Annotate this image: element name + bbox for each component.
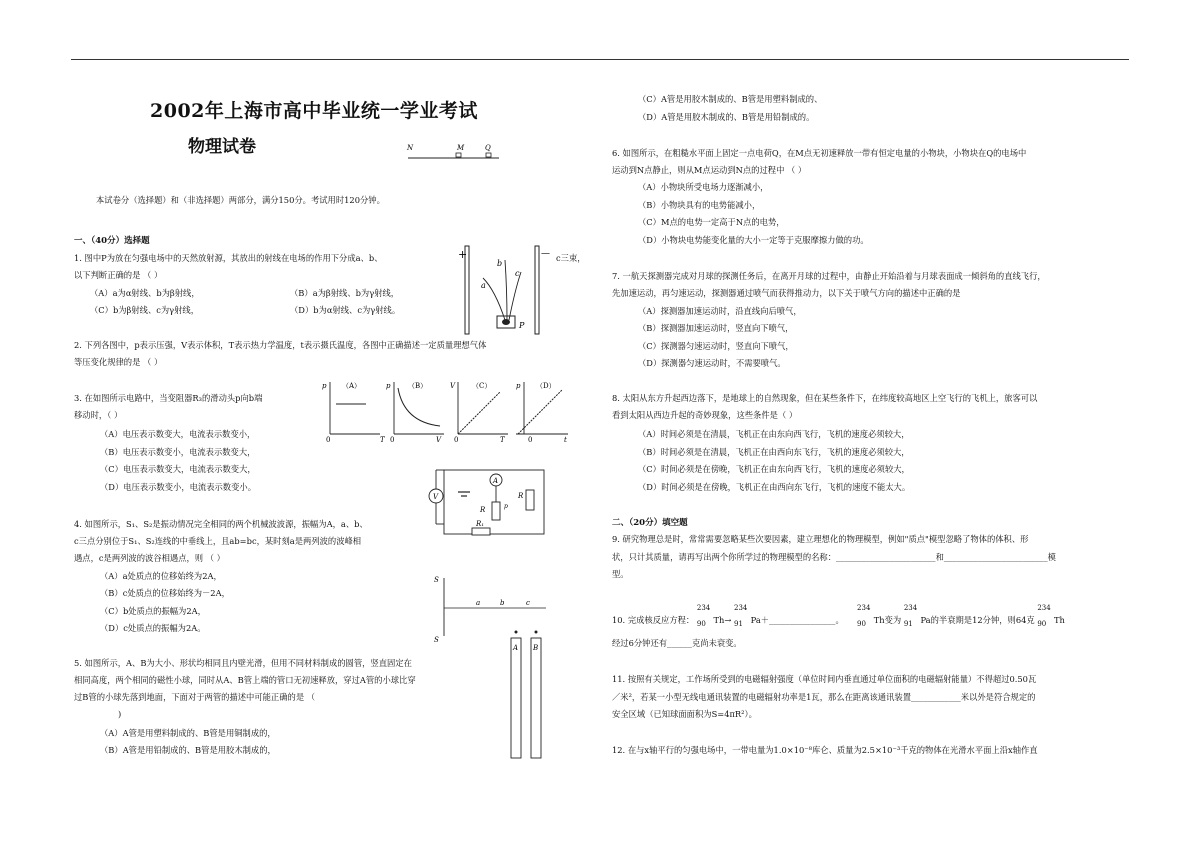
q2-d-origin: 0 [528, 436, 533, 444]
q4-line3: 遇点，c是两列波的波谷相遇点，则 （ ） [74, 553, 225, 563]
q10-line2: 经过6分钟还有______克尚未衰变。 [612, 638, 742, 648]
q6-label-q: Q [485, 144, 491, 152]
q7-option-b: （B）探测器加速运动时，竖直向下喷气， [638, 323, 794, 333]
q4-option-d: （D）c处质点的振幅为2A。 [100, 623, 206, 633]
q5-tube-a: A [513, 644, 519, 652]
q5-line4: ) [118, 709, 122, 719]
q7-option-d: （D）探测器匀速运动时，不需要喷气。 [638, 358, 786, 368]
q3-option-d: （D）电压表示数变小，电流表示数变小。 [100, 482, 256, 492]
q10-th-nuclide-3: 234 90 [1037, 604, 1051, 628]
q9-line2: 状，只计其质量，请再写出两个你所学过的物理模型的名称：________________________和_________________________模 [612, 552, 1056, 562]
q3-option-c: （C）电压表示数变大，电流表示数变大， [100, 464, 256, 474]
q8-line2: 看到太阳从西边升起的奇妙现象，这些条件是（ ） [612, 410, 798, 420]
q2-d-xlabel: t [564, 436, 567, 444]
exam-title: 2002年上海市高中毕业统一学业考试 [150, 100, 478, 122]
q10-pa-plus: Pa＋________________。 [750, 615, 844, 625]
q7-option-a: （A）探测器加速运动时，沿直线向后喷气， [638, 306, 802, 316]
q8-option-c: （C）时间必须是在傍晚，飞机正在由东向西飞行，飞机的速度必须较大， [638, 464, 910, 474]
top-rule [71, 59, 1129, 60]
q2-graphs [318, 376, 576, 446]
q10-mid2: Pa的半衰期是12分钟，则64克 [920, 615, 1035, 625]
q2-a-ylabel: p [322, 382, 327, 390]
q6-option-c: （C）M点的电势一定高于N点的电势， [638, 217, 785, 227]
q2-b-ylabel: p [386, 382, 391, 390]
q4-point-c: c [526, 599, 530, 607]
q10-end: Th [1053, 615, 1065, 625]
q3-voltmeter: V [433, 493, 439, 501]
q1-source-p: P [519, 321, 525, 330]
q2-a-origin: 0 [326, 436, 331, 444]
q8-line1: 8. 太阳从东方升起西边落下，是地球上的自然现象，但在某些条件下，在纬度较高地区上空飞行的飞机上，旅客可以 [612, 393, 1038, 403]
q1-line1: 1. 图中P为放在匀强电场中的天然放射源，其放出的射线在电场的作用下分成a、b、 [74, 253, 383, 263]
q10-th-nuclide-1: 234 90 [696, 604, 711, 628]
q8-option-d: （D）时间必须是在傍晚，飞机正在由西向东飞行，飞机的速度不能太大。 [638, 482, 911, 492]
q2-graph-a [322, 382, 386, 444]
q9-line1: 9. 研究物理总是时，常常需要忽略某些次要因素，建立理想化的物理模型，例如"质点"模型忽略了物体的体积、形 [612, 534, 1029, 544]
q1-option-c: （C）b为β射线、c为γ射线， [90, 305, 200, 315]
q7-line1: 7. 一航天探测器完成对月球的探测任务后，在离开月球的过程中，由静止开始沿着与月球表面成一倾斜角的直线飞行， [612, 271, 1046, 281]
q4-line1: 4. 如图所示，S₁、S₂是振动情况完全相同的两个机械波波源，振幅为A，a、b、 [74, 519, 368, 529]
q8-option-b: （B）时间必须是在清晨，飞机正在由西向东飞行，飞机的速度必须较大， [638, 447, 910, 457]
q2-c-origin: 0 [454, 436, 459, 444]
section-1-heading: 一、（40分）选择题 [74, 236, 150, 246]
q2-a-xlabel: T [380, 436, 385, 444]
q3-line1: 3. 在如图所示电路中，当变阻器R₃的滑动头p向b端 [74, 393, 263, 403]
q1-line1b: c三束， [556, 253, 586, 263]
q1-ray-a: a [481, 281, 486, 290]
q2-c-ylabel: V [450, 382, 456, 390]
q6-figure [404, 142, 504, 164]
q3-r3: R [480, 506, 486, 514]
q5-line2: 相同高度，两个相同的磁性小球，同时从A、B管上端的管口无初速释放，穿过A管的小球比穿 [74, 675, 416, 685]
q1-plus-sign: + [458, 248, 468, 261]
q5-figure [504, 624, 554, 764]
q4-point-a: a [476, 599, 481, 607]
q1-minus-sign: — [541, 249, 550, 259]
q4-line2: c三点分别位于S₁、S₂连线的中垂线上，且ab=bc，某时刻a是两列波的波峰相 [74, 536, 362, 546]
q6-option-b: （B）小物块具有的电势能减小， [638, 200, 761, 210]
q1-line2: 以下判断正确的是 （ ） [74, 270, 163, 280]
q2-line1: 2. 下列各图中，p表示压强，V表示体积，T表示热力学温度，t表示摄氏温度，各图中正确描述一定质量理想气体 [74, 340, 487, 350]
q10-pa-nuclide-2: 234 91 [903, 604, 918, 628]
q3-circuit [424, 466, 554, 542]
q3-option-a: （A）电压表示数变大，电流表示数变小， [100, 429, 256, 439]
exam-intro: 本试卷分（选择题）和（非选择题）两部分，满分150分。考试用时120分钟。 [96, 195, 385, 205]
q6-label-m: M [457, 144, 465, 152]
q5-option-c: （C）A管是用胶木制成的、B管是用塑料制成的、 [638, 94, 823, 104]
q5-line1: 5. 如图所示，A、B为大小、形状均相同且内壁光滑，但用不同材料制成的圆管，竖直固定在 [74, 658, 412, 668]
q3-slider-p: p [504, 503, 508, 510]
q5-tube-b: B [533, 644, 539, 652]
q7-option-c: （C）探测器匀速运动时，竖直向下喷气， [638, 341, 794, 351]
q3-r1: R₁ [476, 520, 485, 528]
q2-d-label: （D） [536, 382, 556, 390]
section-2-heading: 二、（20分）填空题 [612, 518, 688, 528]
q2-line2: 等压变化规律的是 （ ） [74, 357, 163, 367]
q4-option-a: （A）a处质点的位移始终为2A， [100, 571, 222, 581]
q11-line3: 安全区域（已知球面面积为S=4πR²）。 [612, 709, 757, 719]
q2-a-label: （A） [342, 382, 362, 390]
q10-prefix: 10. 完成核反应方程： [612, 615, 695, 625]
q1-option-a: （A）a为α射线、b为β射线， [90, 288, 200, 298]
q2-b-origin: 0 [390, 436, 395, 444]
q4-option-c: （C）b处质点的振幅为2A， [100, 606, 206, 616]
q3-ammeter: A [493, 477, 499, 485]
q4-s2: S [434, 636, 439, 644]
q10-mid1: Th变为 [873, 615, 902, 625]
q10-th-nuclide-2: 234 90 [857, 604, 871, 628]
q8-option-a: （A）时间必须是在清晨，飞机正在由东向西飞行，飞机的速度必须较大， [638, 429, 910, 439]
q4-option-b: （B）c处质点的位移始终为－2A， [100, 588, 230, 598]
q5-option-b: （B）A管是用铅制成的、B管是用胶木制成的， [100, 745, 276, 755]
q2-b-xlabel: V [436, 436, 442, 444]
q10-th-arrow: Th→ [713, 615, 732, 625]
q1-option-b: （B）a为β射线、b为γ射线， [290, 288, 400, 298]
q10-pa-nuclide-1: 234 91 [733, 604, 748, 628]
q2-c-label: （C） [472, 382, 492, 390]
q2-c-xlabel: T [500, 436, 505, 444]
q3-option-b: （B）电压表示数变小，电流表示数变大， [100, 447, 256, 457]
q10-line1 [612, 604, 1065, 629]
q1-figure [455, 240, 555, 340]
q2-b-label: （B） [408, 382, 428, 390]
q6-line2: 运动到N点静止，则从M点运动到N点的过程中 （ ） [612, 165, 807, 175]
q11-line2: ／米²，若某一小型无线电通讯装置的电磁辐射功率是1瓦，那么在距离该通讯装置____________米以外是符合规定的 [612, 692, 1036, 702]
q6-option-a: （A）小物块所受电场力逐渐减小， [638, 182, 769, 192]
q2-graph-c [450, 382, 508, 444]
q5-option-d: （D）A管是用胶木制成的、B管是用铅制成的。 [638, 112, 815, 122]
q4-s1: S [434, 576, 439, 584]
q2-graph-b [386, 382, 444, 444]
q5-line3: 过B管的小球先落到地面，下面对于两管的描述中可能正确的是 （ [74, 692, 316, 702]
q2-d-ylabel: p [516, 382, 521, 390]
q9-line3: 型。 [612, 569, 629, 579]
q3-line2: 移动时，（ ） [74, 410, 123, 420]
q6-label-n: N [407, 144, 414, 152]
q1-ray-c: c [515, 269, 520, 278]
q2-graph-d [516, 382, 568, 444]
q7-line2: 先加速运动，再匀速运动，探测器通过喷气而获得推动力，以下关于喷气方向的描述中正确的是 [612, 288, 961, 298]
q1-option-d: （D）b为α射线、c为γ射线。 [290, 305, 401, 315]
q5-option-a: （A）A管是用塑料制成的、B管是用铜制成的， [100, 728, 276, 738]
q6-line1: 6. 如图所示，在粗糙水平面上固定一点电荷Q，在M点无初速释放一带有恒定电量的小物块，小物块在Q的电场中 [612, 148, 1027, 158]
exam-subtitle: 物理试卷 [188, 137, 256, 157]
q12-line1: 12. 在与x轴平行的匀强电场中，一带电量为1.0×10⁻⁸库仑、质量为2.5×10⁻³千克的物体在光滑水平面上沿x轴作直 [612, 745, 1038, 755]
q11-line1: 11. 按照有关规定，工作场所受到的电磁辐射强度（单位时间内垂直通过单位面积的电磁辐射能量）不得超过0.50瓦 [612, 674, 1037, 684]
q6-option-d: （D）小物块电势能变化量的大小一定等于克服摩擦力做的功。 [638, 235, 869, 245]
q1-ray-b: b [497, 259, 503, 268]
q4-point-b: b [500, 599, 505, 607]
q3-r2: R [518, 492, 524, 500]
